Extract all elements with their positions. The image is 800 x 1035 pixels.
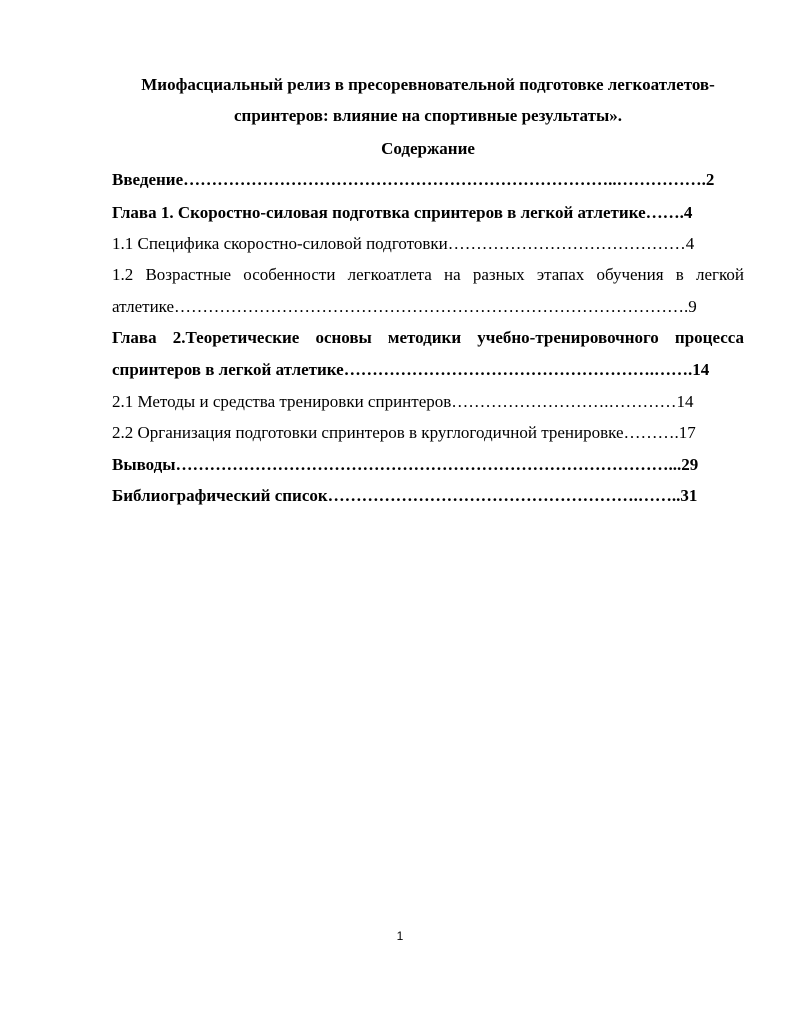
toc-entry-conclusions: Выводы……………………………………………………………………………...29 [112,455,699,474]
toc-heading: Содержание [381,139,475,158]
toc-entry-section-2-2: 2.2 Организация подготовки спринтеров в круглогодичной тренировке……….17 [112,423,696,442]
page-number: 1 [396,929,404,943]
toc-entry-introduction: Введение…………………………………………………………………..…………….2 [112,170,715,189]
document-title-line-2: спринтеров: влияние на спортивные результаты». [233,106,622,125]
toc-entry-chapter-2-line-2: спринтеров в легкой атлетике……………………………………………….…….14 [112,360,710,379]
toc-entry-section-1-1: 1.1 Специфика скоростно-силовой подготовки……………………………………4 [112,234,695,253]
document-title-line-1: Миофасциальный релиз в пресоревновательной подготовке легкоатлетов- [141,75,715,94]
toc-entry-chapter-1: Глава 1. Скоростно-силовая подготвка спринтеров в легкой атлетике…….4 [112,203,693,222]
toc-entry-section-1-2-line-1: 1.2 Возрастные особенности легкоатлета на разных этапах обучения в легкой [112,265,744,284]
toc-entry-section-2-1: 2.1 Методы и средства тренировки спринтеров……………………….…………14 [112,392,694,411]
toc-entry-chapter-2-line-1: Глава 2.Теоретические основы методики учебно-тренировочного процесса [112,328,744,347]
toc-entry-bibliography: Библиографический список……………………………………………….……..31 [112,486,698,505]
toc-entry-section-1-2-line-2: атлетике……………………………………………………………………………….9 [112,297,697,316]
